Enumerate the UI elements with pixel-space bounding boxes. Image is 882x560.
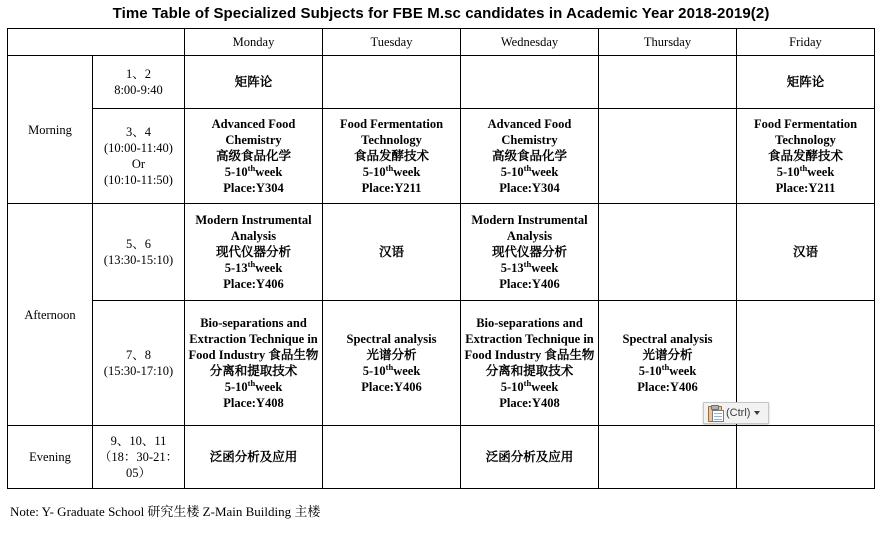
time-cell-period4 xyxy=(93,301,185,426)
chevron-down-icon[interactable] xyxy=(754,411,760,415)
course-cn: 汉语 xyxy=(378,245,404,259)
part-label-evening: Evening xyxy=(8,426,93,489)
time-cell-period2 xyxy=(93,109,185,204)
course-cn: 泛函分析及应用 xyxy=(485,450,574,464)
table-row xyxy=(8,56,875,109)
table-row xyxy=(8,204,875,301)
course-weeks: 5-10thweek xyxy=(776,162,835,179)
course-en: Modern Instrumental Analysis xyxy=(471,213,588,243)
course-weeks: 5-10thweek xyxy=(224,162,283,179)
course-cn: 高级食品化学 xyxy=(491,149,567,163)
course-cn: 食品发酵技术 xyxy=(767,149,843,163)
cell-tue-p3 xyxy=(323,204,461,301)
paste-options-label: (Ctrl) xyxy=(726,407,751,419)
header-wednesday: Wednesday xyxy=(461,29,599,56)
cell-mon-p4 xyxy=(185,301,323,426)
footnote: Note: Y- Graduate School 研究生楼 Z-Main Building 主楼 xyxy=(10,504,321,519)
cell-fri-p2 xyxy=(737,109,875,204)
course-cn: 矩阵论 xyxy=(234,75,273,89)
period-number: 5、6 xyxy=(125,237,151,251)
course-en: Modern Instrumental Analysis xyxy=(195,213,312,243)
course-place: Place:Y406 xyxy=(499,277,560,291)
course-cn: 矩阵论 xyxy=(786,75,825,89)
period-time: (10:00-11:40) xyxy=(104,141,173,155)
course-cn: 汉语 xyxy=(792,245,818,259)
course-weeks: 5-10thweek xyxy=(500,377,559,394)
course-place: Place:Y406 xyxy=(361,380,422,394)
course-cn: 食品发酵技术 xyxy=(353,149,429,163)
header-friday: Friday xyxy=(737,29,875,56)
period-number: 1、2 xyxy=(125,67,151,81)
period-time-or: Or xyxy=(131,157,146,171)
period-time: (15:30-17:10) xyxy=(103,364,174,378)
cell-mon-p5 xyxy=(185,426,323,489)
page-title: Time Table of Specialized Subjects for FBE M.sc candidates in Academic Year 2018-2019(2) xyxy=(112,5,770,22)
cell-fri-p3 xyxy=(737,204,875,301)
course-en: Food Fermentation Technology xyxy=(753,117,858,147)
course-place: Place:Y406 xyxy=(223,277,284,291)
part-label-morning: Morning xyxy=(8,56,93,204)
part-label-afternoon: Afternoon xyxy=(8,204,93,426)
header-corner-cell xyxy=(8,29,185,56)
table-row xyxy=(8,426,875,489)
course-en: Bio-separations and Extraction Technique in Food Industry 食品生物分离和提取技术 xyxy=(464,316,595,378)
course-place: Place:Y406 xyxy=(637,380,698,394)
cell-wed-p1 xyxy=(461,56,599,109)
cell-fri-p1 xyxy=(737,56,875,109)
course-weeks: 5-10thweek xyxy=(362,361,421,378)
time-cell-period5 xyxy=(93,426,185,489)
course-en: Bio-separations and Extraction Technique in Food Industry 食品生物分离和提取技术 xyxy=(188,316,319,378)
cell-tue-p2 xyxy=(323,109,461,204)
course-weeks: 5-10thweek xyxy=(638,361,697,378)
header-thursday: Thursday xyxy=(599,29,737,56)
course-weeks: 5-13thweek xyxy=(500,258,559,275)
period-time: （18：30-21：05） xyxy=(98,450,179,480)
course-cn: 高级食品化学 xyxy=(215,149,291,163)
course-weeks: 5-13thweek xyxy=(224,258,283,275)
cell-wed-p5 xyxy=(461,426,599,489)
course-cn: 光谱分析 xyxy=(642,348,693,362)
course-place: Place:Y211 xyxy=(361,181,422,195)
paste-options-button[interactable] xyxy=(703,402,769,424)
period-time: (13:30-15:10) xyxy=(103,253,174,267)
course-en: Food Fermentation Technology xyxy=(339,117,444,147)
cell-wed-p2 xyxy=(461,109,599,204)
cell-mon-p2 xyxy=(185,109,323,204)
cell-mon-p3 xyxy=(185,204,323,301)
period-number: 3、4 xyxy=(125,125,151,139)
cell-tue-p4 xyxy=(323,301,461,426)
course-en: Spectral analysis xyxy=(622,332,713,346)
course-place: Place:Y304 xyxy=(223,181,284,195)
course-cn: 光谱分析 xyxy=(366,348,417,362)
period-time: 8:00-9:40 xyxy=(114,83,163,97)
course-en: Spectral analysis xyxy=(346,332,437,346)
course-cn: 泛函分析及应用 xyxy=(209,450,298,464)
period-number: 9、10、11 xyxy=(110,434,167,448)
course-en: Advanced Food Chemistry xyxy=(211,117,296,147)
course-place: Place:Y304 xyxy=(499,181,560,195)
header-tuesday: Tuesday xyxy=(323,29,461,56)
course-place: Place:Y211 xyxy=(775,181,836,195)
course-cn: 现代仪器分析 xyxy=(491,245,567,259)
course-place: Place:Y408 xyxy=(223,396,284,410)
course-weeks: 5-10thweek xyxy=(224,377,283,394)
time-cell-period1 xyxy=(93,56,185,109)
cell-thu-p3 xyxy=(599,204,737,301)
cell-thu-p1 xyxy=(599,56,737,109)
cell-tue-p5 xyxy=(323,426,461,489)
course-weeks: 5-10thweek xyxy=(500,162,559,179)
table-row xyxy=(8,109,875,204)
course-cn: 现代仪器分析 xyxy=(215,245,291,259)
course-weeks: 5-10thweek xyxy=(362,162,421,179)
period-number: 7、8 xyxy=(125,348,151,362)
cell-wed-p3 xyxy=(461,204,599,301)
period-time-alt: (10:10-11:50) xyxy=(104,173,173,187)
cell-wed-p4 xyxy=(461,301,599,426)
course-en: Advanced Food Chemistry xyxy=(487,117,572,147)
cell-thu-p2 xyxy=(599,109,737,204)
time-cell-period3 xyxy=(93,204,185,301)
cell-mon-p1 xyxy=(185,56,323,109)
timetable-header xyxy=(8,29,875,56)
cell-tue-p1 xyxy=(323,56,461,109)
header-monday: Monday xyxy=(185,29,323,56)
cell-thu-p5 xyxy=(599,426,737,489)
course-place: Place:Y408 xyxy=(499,396,560,410)
cell-fri-p5 xyxy=(737,426,875,489)
paste-clipboard-icon xyxy=(708,405,723,421)
